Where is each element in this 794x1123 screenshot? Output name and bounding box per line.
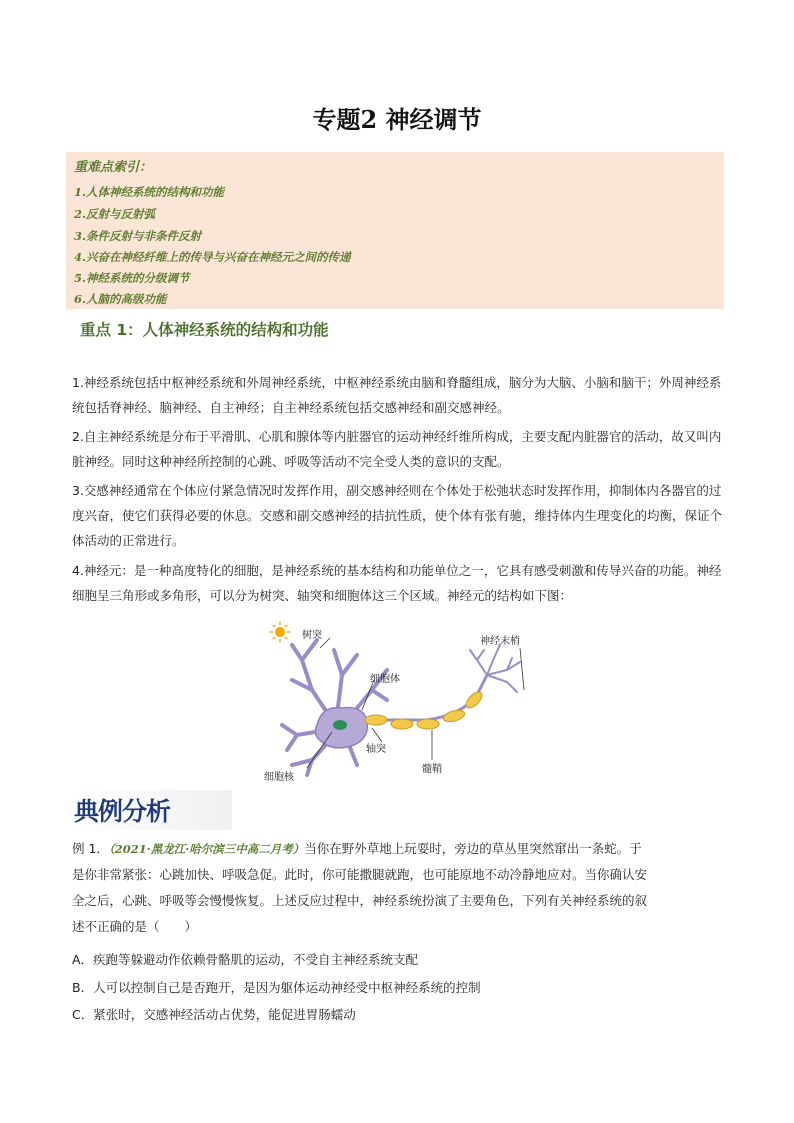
paragraph-2: 2.自主神经系统是分布于平滑肌、心肌和腺体等内脏器官的运动神经纤维所构成，主要支配内脏器官的活动，故又叫内脏神经。同时这种神经所控制的心跳、呼吸等活动不完全受人类的意识的支配。: [72, 429, 722, 469]
option-b: B．人可以控制自己是否跑开，是因为躯体运动神经受中枢神经系统的控制: [72, 980, 481, 995]
index-item: 4.兴奋在神经纤维上的传导与兴奋在神经元之间的传递: [74, 250, 351, 264]
question-source: （2021·黑龙江·哈尔滨三中高二月考）: [108, 842, 305, 856]
section-heading: 重点 1：人体神经系统的结构和功能: [80, 321, 329, 339]
paragraph-1: 1.神经系统包括中枢神经系统和外周神经系统，中枢神经系统由脑和脊髓组成，脑分为大脑、小脑和脑干；外周神经系统包括脊神经、脑神经、自主神经；自主神经系统包括交感神经和副交感神经。: [72, 375, 722, 415]
index-item: 1.人体神经系统的结构和功能: [74, 185, 225, 199]
example-analysis-banner: [72, 790, 232, 830]
question-line: 是你非常紧张：心跳加快、呼吸急促。此时，你可能撒腿就跑，也可能原地不动冷静地应对。当你确认安: [72, 867, 648, 882]
label-axon: 轴突: [366, 744, 386, 755]
option-c: C．紧张时，交感神经活动占优势，能促进胃肠蠕动: [72, 1007, 356, 1022]
nucleus: [333, 720, 347, 730]
index-heading: 重难点索引：: [74, 160, 153, 175]
nerve-endings: [470, 645, 520, 692]
banner-text: [74, 792, 170, 828]
paragraph-3: 3.交感神经通常在个体应付紧急情况时发挥作用，副交感神经则在个体处于松弛状态时发挥作用，抑制体内各器官的过度兴奋，使它们获得必要的休息。交感和副交感神经的拮抗性质，使个体有张有驰，维持体内生理变化的均衡，保证个体活动的正常进行。: [72, 483, 723, 548]
question-number: 例 1．: [72, 841, 109, 856]
label-nucleus: 细胞核: [264, 772, 294, 783]
label-dendrite: 树突: [302, 630, 322, 641]
index-item: 3.条件反射与非条件反射: [74, 229, 202, 243]
label-nerve-ending: 神经末梢: [480, 636, 520, 647]
label-myelin: 髓鞘: [422, 764, 442, 775]
index-item: 5.神经系统的分级调节: [74, 271, 190, 285]
question-stem: 当你在野外草地上玩耍时，旁边的草丛里突然窜出一条蛇。于: [304, 841, 642, 856]
banner-text: 典例分析: [74, 797, 171, 826]
label-cell-body: 细胞体: [370, 674, 400, 685]
index-item: 6.人脑的高级功能: [74, 292, 167, 306]
paragraph-4: 4.神经元：是一种高度特化的细胞，是神经系统的基本结构和功能单位之一，它具有感受刺激和传导兴奋的功能。神经细胞呈三角形或多角形，可以分为树突、轴突和细胞体这三个区域。神经元的结构如下图：: [72, 563, 722, 603]
index-item: 2.反射与反射弧: [74, 207, 156, 221]
question-line: 全之后，心跳、呼吸等会慢慢恢复。上述反应过程中，神经系统扮演了主要角色，下列有关神经系统的叙: [72, 893, 648, 908]
option-a: A．疾跑等躲避动作依赖骨骼肌的运动，不受自主神经系统支配: [72, 952, 419, 967]
question-line: 述不正确的是（ ）: [72, 919, 198, 934]
key-points-index: [66, 152, 724, 309]
neuron-diagram: [262, 620, 542, 785]
question-line: [72, 836, 732, 862]
page-title: 专题2 神经调节: [312, 105, 482, 134]
stimulus-sun-icon: [270, 622, 290, 642]
